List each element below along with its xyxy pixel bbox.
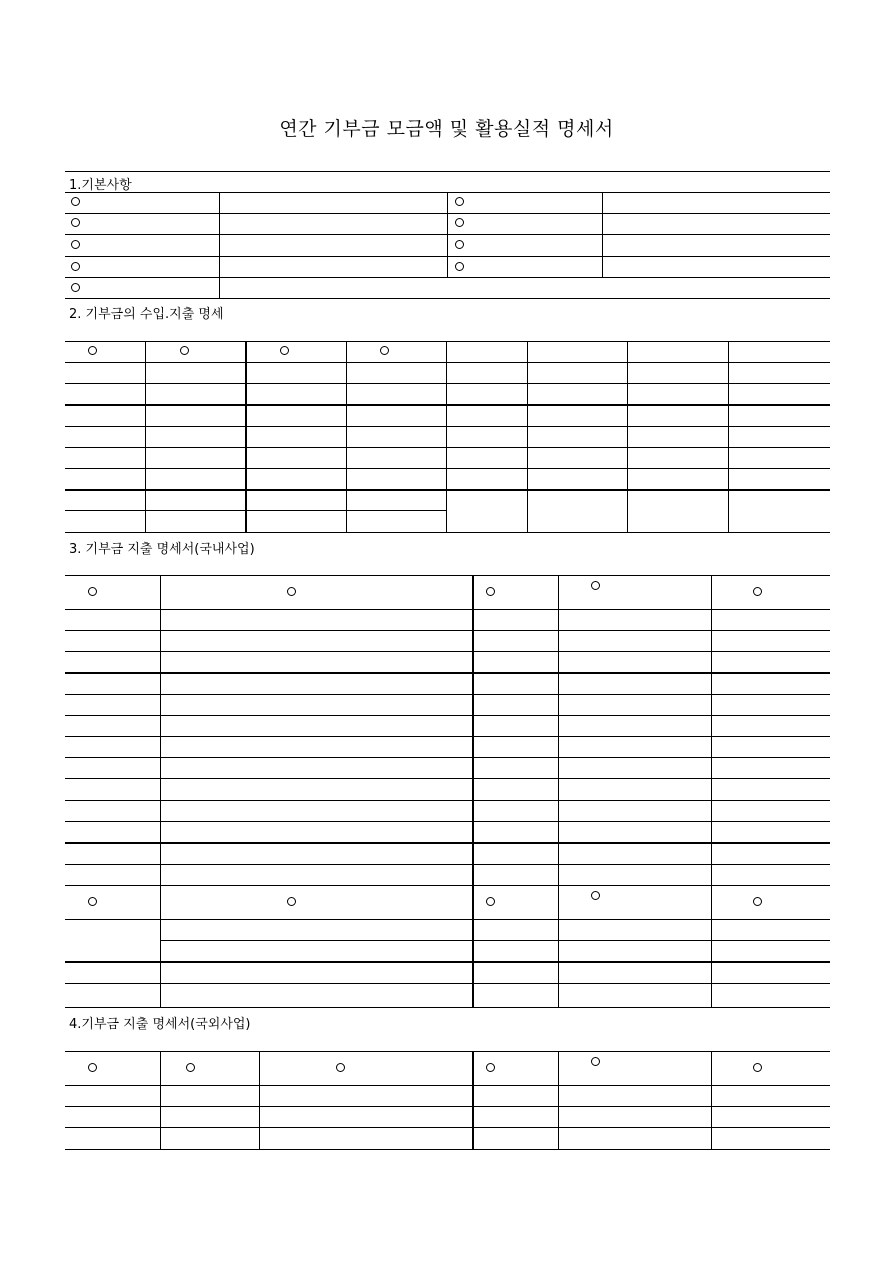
row-marker-icon — [71, 240, 80, 249]
column-marker-icon — [280, 346, 289, 355]
section-4-heading: 4.기부금 지출 명세서(국외사업) — [69, 1017, 251, 1032]
column-marker-icon — [591, 891, 600, 900]
section-2-heading: 2. 기부금의 수입.지출 명세 — [69, 307, 224, 322]
column-marker-icon — [88, 1063, 97, 1072]
row-marker-icon — [71, 218, 80, 227]
column-marker-icon — [591, 581, 600, 590]
column-marker-icon — [486, 897, 495, 906]
column-marker-icon — [186, 1063, 195, 1072]
row-marker-icon — [455, 240, 464, 249]
column-marker-icon — [486, 587, 495, 596]
section-1-heading: 1.기본사항 — [69, 178, 132, 193]
column-marker-icon — [753, 897, 762, 906]
row-marker-icon — [71, 197, 80, 206]
column-marker-icon — [486, 1063, 495, 1072]
column-marker-icon — [287, 587, 296, 596]
row-marker-icon — [455, 262, 464, 271]
column-marker-icon — [753, 587, 762, 596]
row-marker-icon — [71, 262, 80, 271]
column-marker-icon — [88, 897, 97, 906]
row-marker-icon — [71, 283, 80, 292]
column-marker-icon — [88, 587, 97, 596]
document-title: 연간 기부금 모금액 및 활용실적 명세서 — [279, 118, 614, 140]
column-marker-icon — [180, 346, 189, 355]
column-marker-icon — [753, 1063, 762, 1072]
column-marker-icon — [591, 1057, 600, 1066]
row-marker-icon — [455, 218, 464, 227]
column-marker-icon — [287, 897, 296, 906]
column-marker-icon — [88, 346, 97, 355]
row-marker-icon — [455, 197, 464, 206]
column-marker-icon — [336, 1063, 345, 1072]
column-marker-icon — [380, 346, 389, 355]
section-3-heading: 3. 기부금 지출 명세서(국내사업) — [69, 542, 255, 557]
